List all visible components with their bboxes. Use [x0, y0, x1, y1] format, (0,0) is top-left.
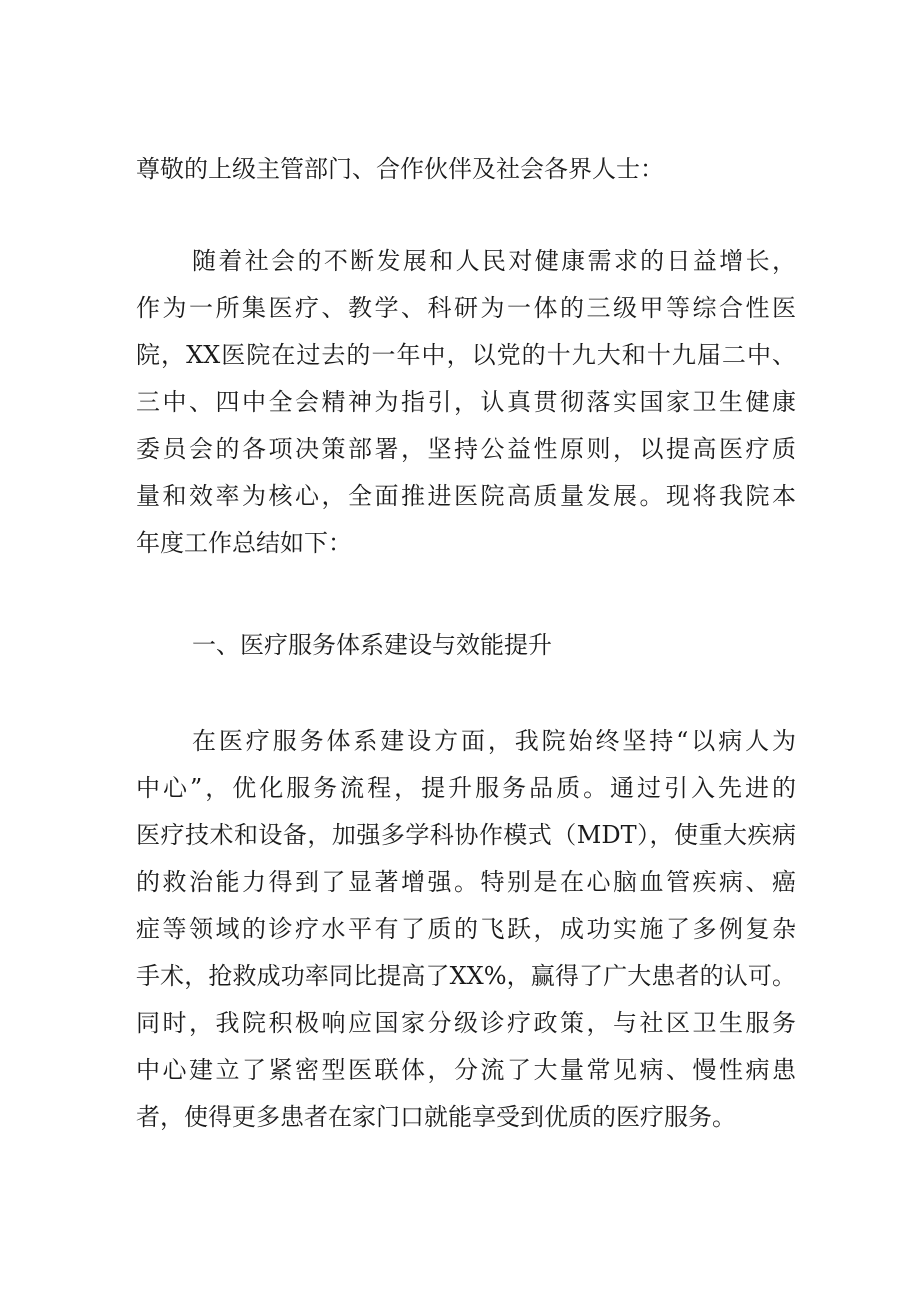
intro-line-5: 委员会的各项决策部署，坚持公益性原则，以提高医疗质 — [136, 435, 796, 463]
intro-line-2: 作为一所集医疗、教学、科研为一体的三级甲等综合性医 — [136, 294, 796, 322]
section-heading: 一、医疗服务体系建设与效能提升 — [192, 631, 552, 659]
section-line-8: 中心建立了紧密型医联体，分流了大量常见病、慢性病患 — [136, 1056, 796, 1084]
section-line-5: 症等领域的诊疗水平有了质的飞跃，成功实施了多例复杂 — [136, 915, 796, 943]
section-line-3: 医疗技术和设备，加强多学科协作模式（MDT），使重大疾病 — [136, 821, 796, 849]
intro-line-3: 院，XX医院在过去的一年中，以党的十九大和十九届二中、 — [136, 341, 796, 369]
intro-line-7: 年度工作总结如下： — [136, 529, 352, 557]
section-line-2: 中心”，优化服务流程，提升服务品质。通过引入先进的 — [136, 774, 796, 802]
intro-line-6: 量和效率为核心，全面推进医院高质量发展。现将我院本 — [136, 482, 796, 510]
salutation: 尊敬的上级主管部门、合作伙伴及社会各界人士： — [136, 155, 664, 183]
section-line-1: 在医疗服务体系建设方面，我院始终坚持“以病人为 — [192, 727, 796, 755]
intro-line-1: 随着社会的不断发展和人民对健康需求的日益增长， — [192, 247, 796, 275]
section-line-4: 的救治能力得到了显著增强。特别是在心脑血管疾病、癌 — [136, 868, 796, 896]
section-line-7: 同时，我院积极响应国家分级诊疗政策，与社区卫生服务 — [136, 1009, 796, 1037]
section-line-6: 手术，抢救成功率同比提高了XX%，赢得了广大患者的认可。 — [136, 962, 796, 990]
intro-line-4: 三中、四中全会精神为指引，认真贯彻落实国家卫生健康 — [136, 388, 796, 416]
section-line-9: 者，使得更多患者在家门口就能享受到优质的医疗服务。 — [136, 1103, 736, 1131]
